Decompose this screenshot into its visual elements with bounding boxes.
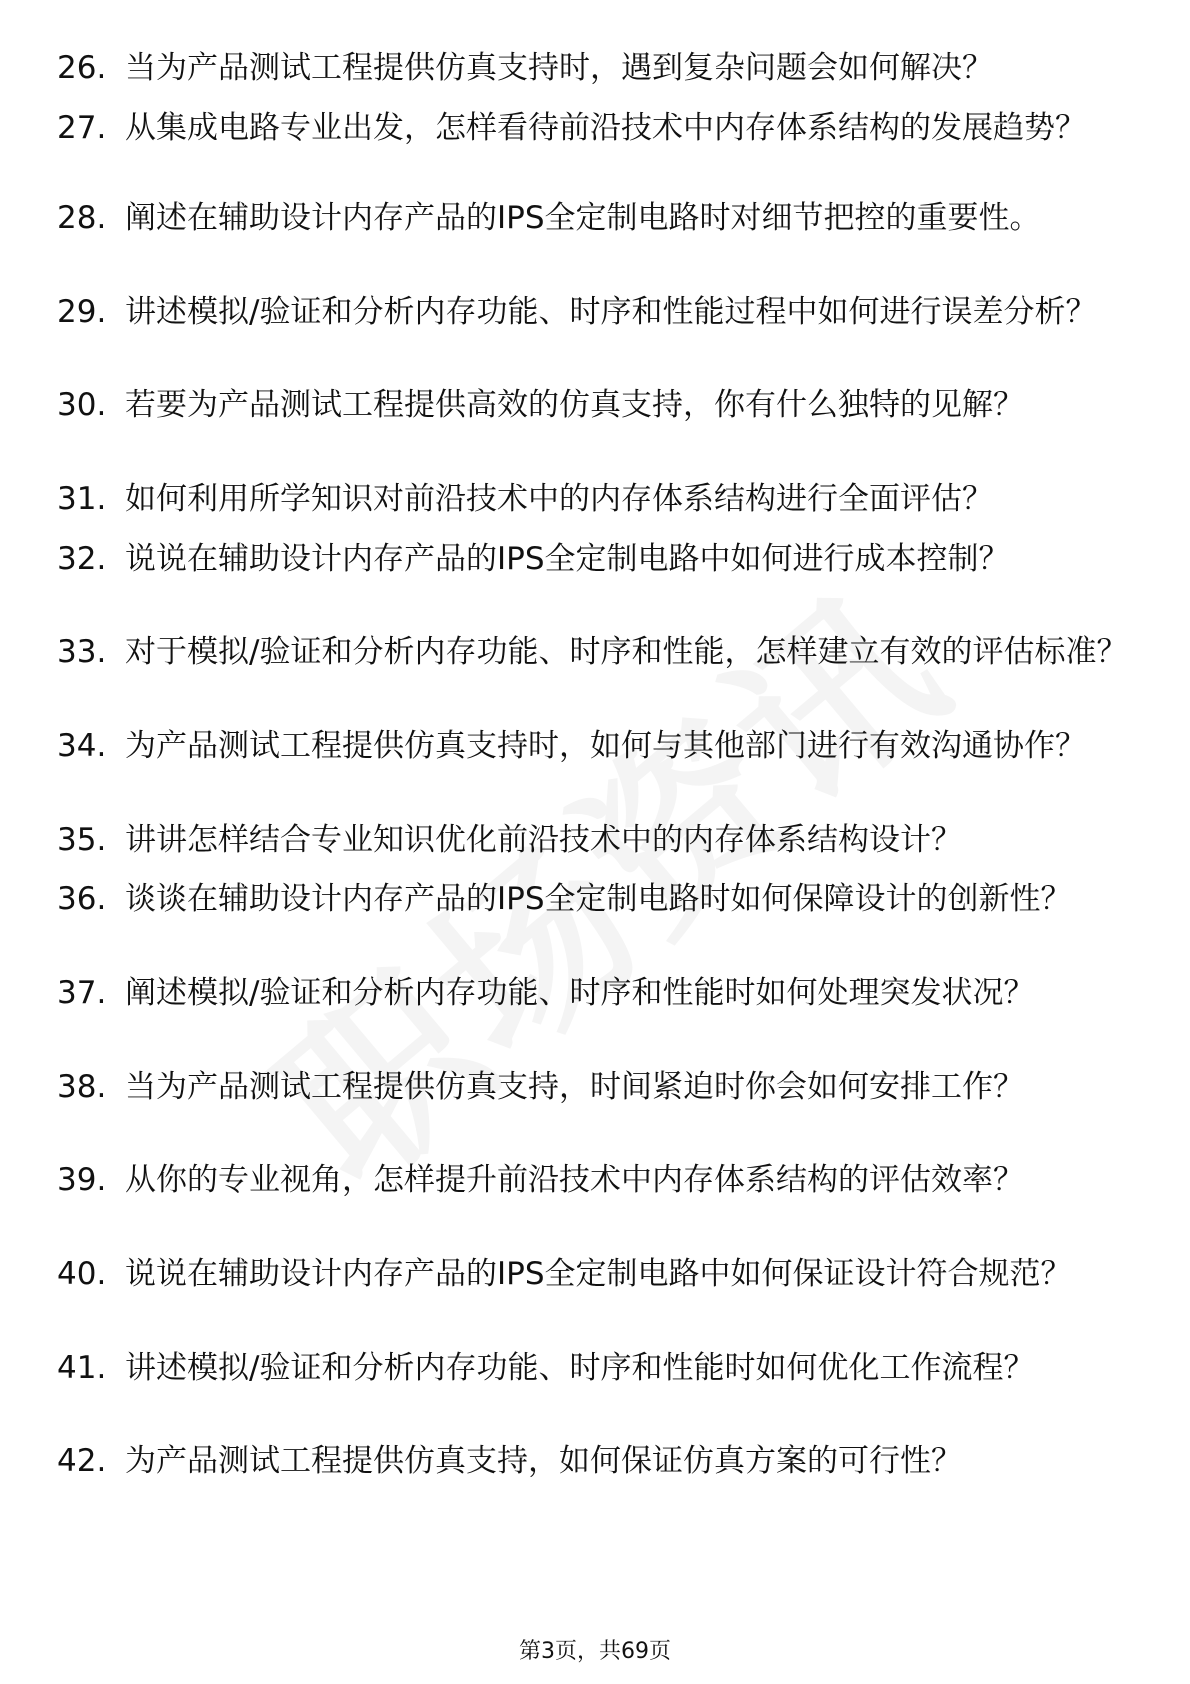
question-number: 26. (57, 50, 107, 86)
question-text: 为产品测试工程提供仿真支持，如何保证仿真方案的可行性？ (125, 1443, 962, 1479)
question-text: 说说在辅助设计内存产品的IPS全定制电路中如何保证设计符合规范？ (125, 1256, 1072, 1292)
question-text: 当为产品测试工程提供仿真支持，时间紧迫时你会如何安排工作？ (125, 1069, 1024, 1105)
question-text: 为产品测试工程提供仿真支持时，如何与其他部门进行有效沟通协作？ (125, 728, 1086, 764)
question-text: 讲述模拟/验证和分析内存功能、时序和性能过程中如何进行误差分析？ (125, 294, 1097, 330)
question-number: 28. (57, 200, 107, 236)
question-text: 谈谈在辅助设计内存产品的IPS全定制电路时如何保障设计的创新性？ (125, 881, 1072, 917)
question-number: 38. (57, 1069, 107, 1105)
question-text: 讲讲怎样结合专业知识优化前沿技术中的内存体系结构设计？ (125, 822, 962, 858)
question-number: 34. (57, 728, 107, 764)
question-number: 31. (57, 481, 107, 517)
question-number: 29. (57, 294, 107, 330)
question-number: 36. (57, 881, 107, 917)
question-number: 35. (57, 822, 107, 858)
question-number: 27. (57, 110, 107, 146)
question-number: 42. (57, 1443, 107, 1479)
question-number: 41. (57, 1350, 107, 1386)
question-text: 讲述模拟/验证和分析内存功能、时序和性能时如何优化工作流程？ (125, 1350, 1035, 1386)
question-number: 40. (57, 1256, 107, 1292)
question-number: 33. (57, 634, 107, 670)
question-text: 阐述在辅助设计内存产品的IPS全定制电路时对细节把控的重要性。 (125, 200, 1041, 236)
page-number-footer: 第3页，共69页 (519, 1639, 671, 1664)
question-number: 30. (57, 387, 107, 423)
question-text: 阐述模拟/验证和分析内存功能、时序和性能时如何处理突发状况？ (125, 975, 1035, 1011)
question-number: 37. (57, 975, 107, 1011)
question-number: 39. (57, 1162, 107, 1198)
question-text: 从你的专业视角，怎样提升前沿技术中内存体系结构的评估效率？ (125, 1162, 1024, 1198)
question-number: 32. (57, 541, 107, 577)
question-text: 说说在辅助设计内存产品的IPS全定制电路中如何进行成本控制？ (125, 541, 1010, 577)
question-text: 从集成电路专业出发，怎样看待前沿技术中内存体系结构的发展趋势？ (125, 110, 1086, 146)
question-text: 对于模拟/验证和分析内存功能、时序和性能，怎样建立有效的评估标准？ (125, 634, 1128, 670)
question-text: 如何利用所学知识对前沿技术中的内存体系结构进行全面评估？ (125, 481, 993, 517)
question-text: 若要为产品测试工程提供高效的仿真支持，你有什么独特的见解？ (125, 387, 1024, 423)
question-text: 当为产品测试工程提供仿真支持时，遇到复杂问题会如何解决？ (125, 50, 993, 86)
